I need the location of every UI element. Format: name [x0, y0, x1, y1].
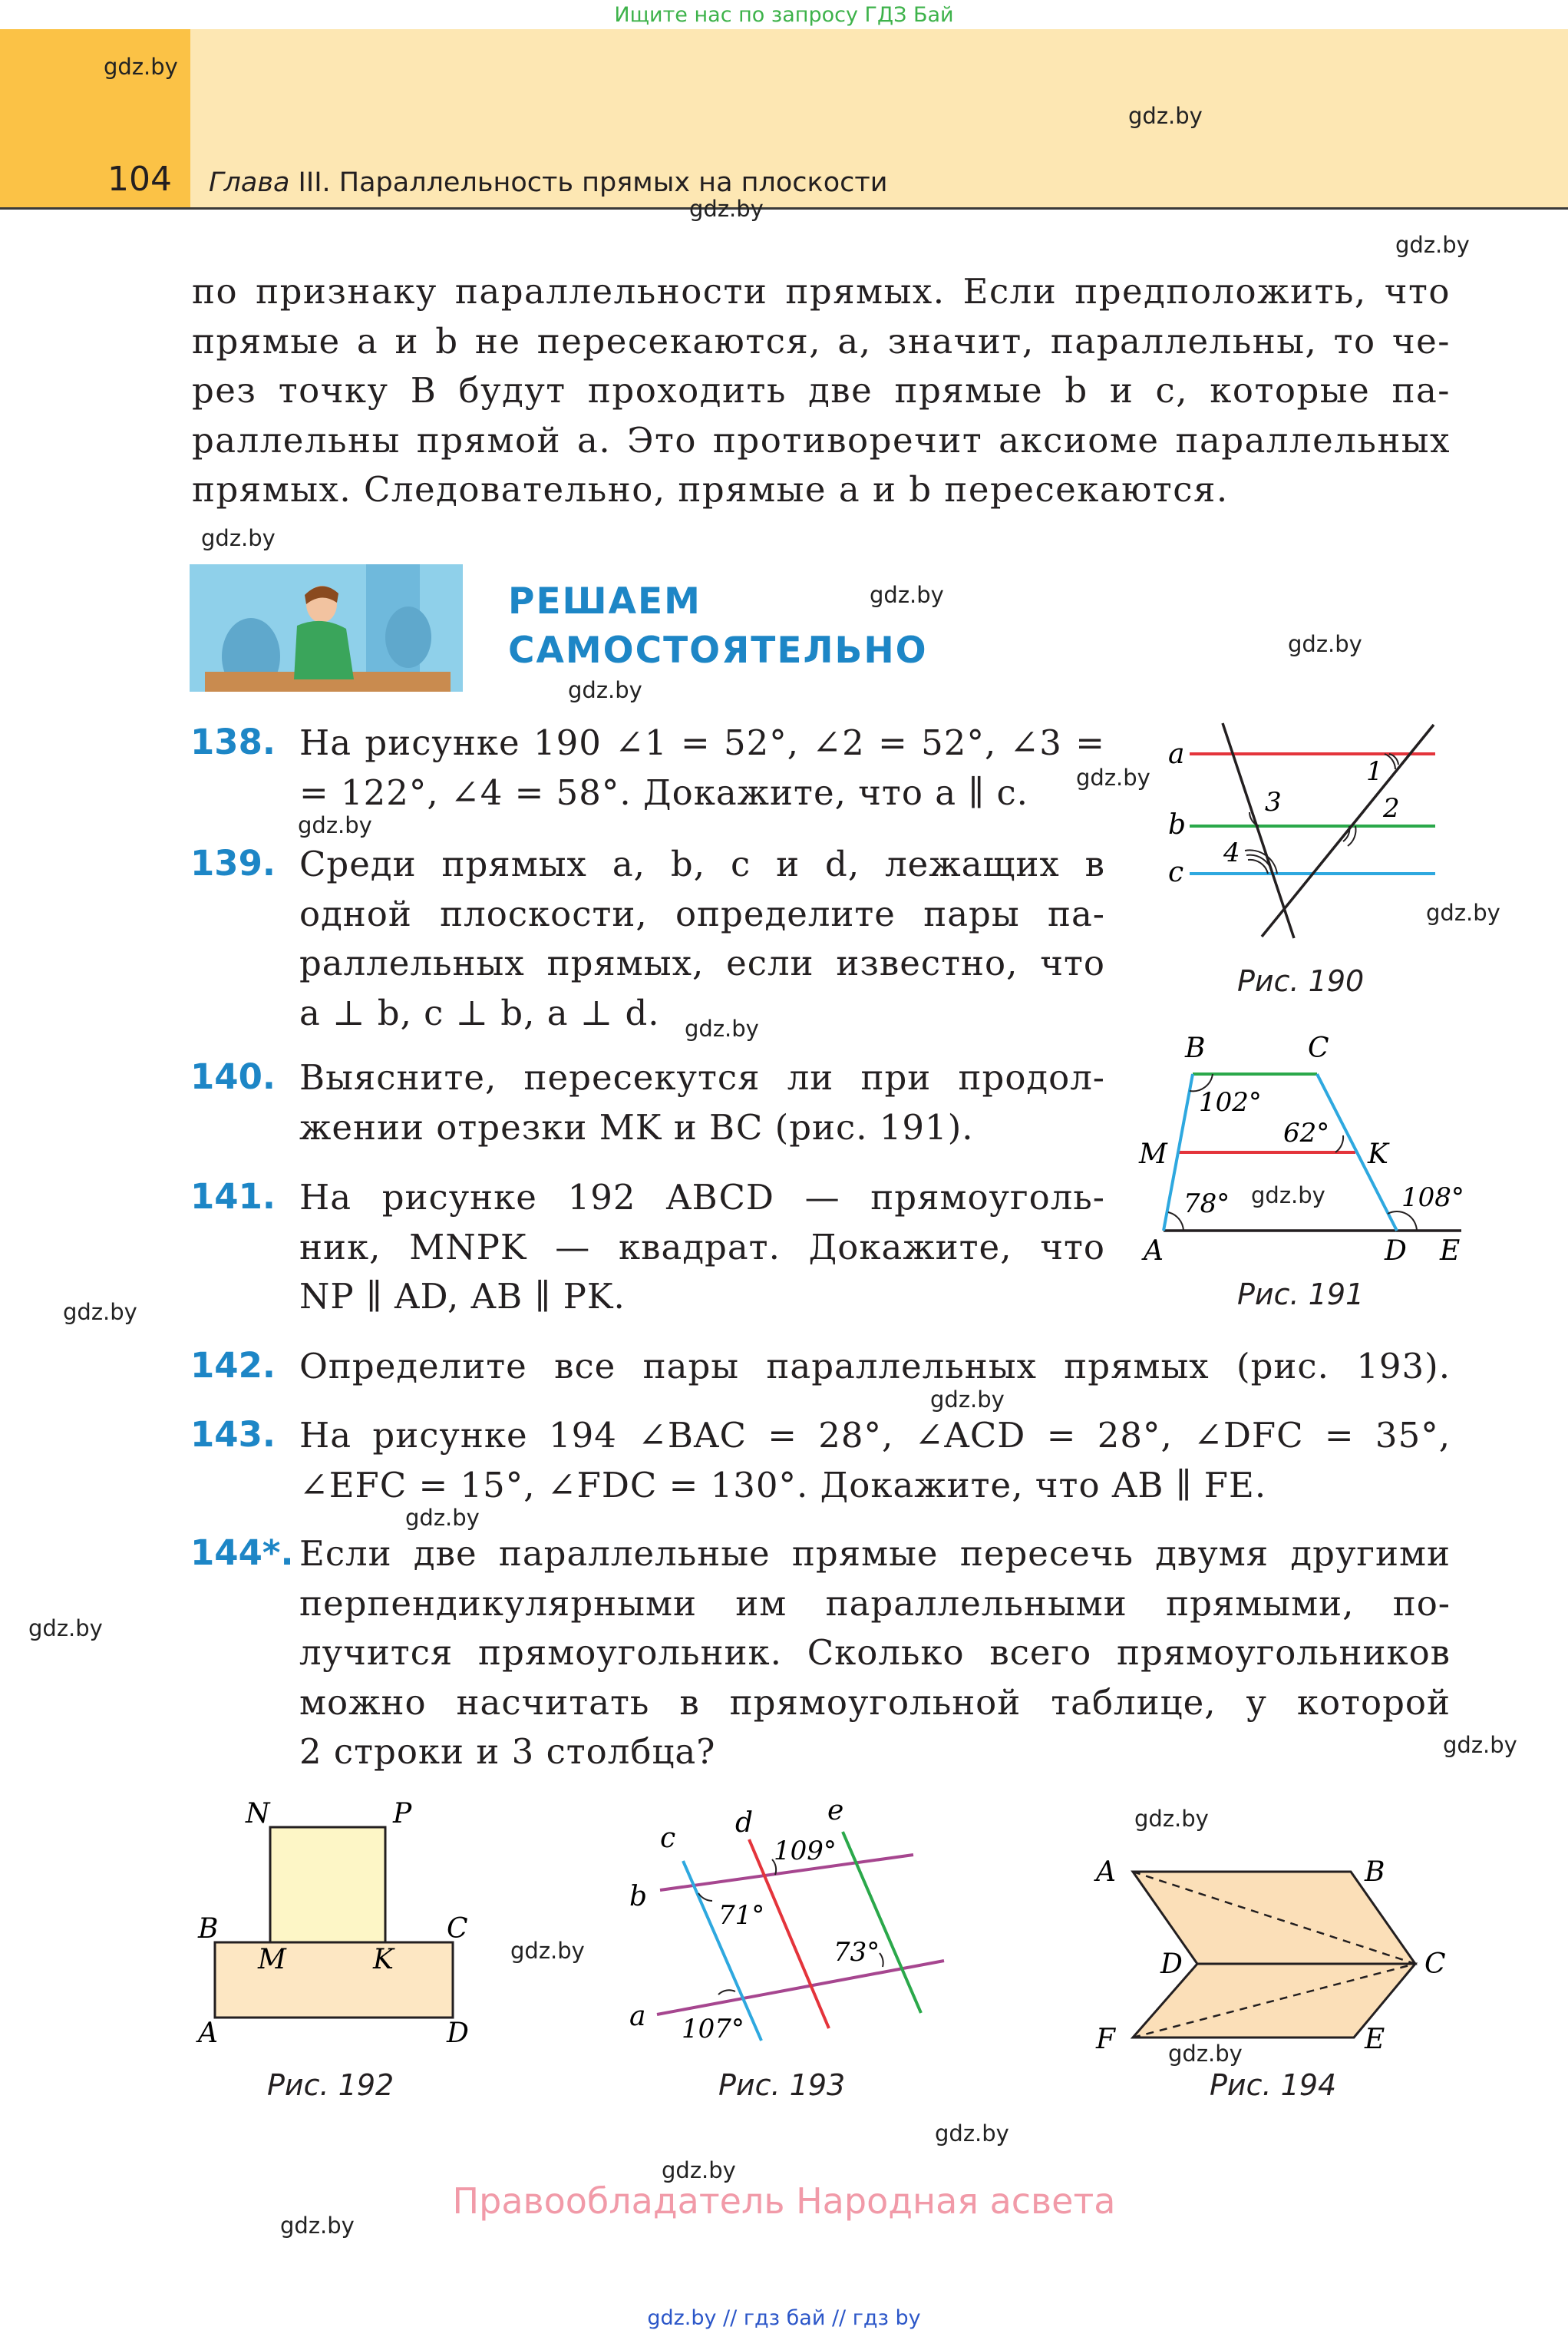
label-K: K: [373, 1944, 394, 1975]
label-A: A: [1144, 1235, 1164, 1267]
figure-191: [1128, 1033, 1489, 1271]
banner-illustration: [190, 564, 463, 692]
intro-paragraph: [192, 267, 1451, 515]
task-line: Определите все пары параллельных прямых (рис. 193).: [299, 1346, 1451, 1386]
task-line: NP ∥ AD, AB ∥ PK.: [299, 1276, 626, 1317]
task-line: Среди прямых a, b, c и d, лежащих в: [299, 844, 1105, 884]
chapter-rest: III. Параллельность прямых на плоскости: [298, 167, 888, 198]
banner-title-line: САМОСТОЯТЕЛЬНО: [508, 630, 928, 672]
label-D: D: [447, 2018, 469, 2049]
label-A: A: [1096, 1856, 1116, 1888]
intro-line: рез точку B будут проходить две прямые b и c, которые па-: [192, 370, 1451, 411]
intro-line: прямых. Следовательно, прямые a и b пересекаются.: [192, 469, 1229, 510]
angle-109: 109°: [774, 1836, 837, 1866]
chapter-word: Глава: [209, 167, 290, 198]
task-line: раллельных прямых, если известно, что: [299, 943, 1105, 983]
label-c: c: [660, 1823, 676, 1854]
task-line: перпендикулярными им параллельными прямыми, по-: [299, 1582, 1451, 1624]
figure-caption: Рис. 190: [1237, 964, 1365, 998]
task-line: можно насчитать в прямоугольной таблице, у которой: [299, 1681, 1451, 1723]
angle-arc: [1168, 1212, 1183, 1231]
task-number: 144*.: [190, 1532, 294, 1573]
task-line: жении отрезки MK и BC (рис. 191).: [299, 1106, 974, 1148]
task-line: лучится прямоугольник. Сколько всего прямоугольников: [299, 1632, 1451, 1673]
watermark: gdz.by: [662, 2157, 736, 2183]
watermark: gdz.by: [1251, 1182, 1325, 1208]
task-line: одной плоскости, определите пары па-: [299, 893, 1105, 934]
copyright-note: Правообладатель Народная асвета: [452, 2180, 1116, 2222]
watermark: gdz.by: [510, 1938, 585, 1964]
task-line: Выясните, пересекутся ли при продол-: [299, 1057, 1105, 1098]
label-e: e: [827, 1796, 844, 1826]
figure-caption: Рис. 191: [1237, 1277, 1365, 1311]
label-b: b: [1168, 809, 1187, 841]
top-note: Ищите нас по запросу ГДЗ Бай: [614, 3, 954, 27]
figure-192: [192, 1796, 499, 2057]
watermark: gdz.by: [28, 1615, 103, 1641]
watermark: gdz.by: [1128, 103, 1203, 129]
label-2: 2: [1383, 793, 1400, 824]
watermark: gdz.by: [104, 54, 178, 80]
task-line: ∠EFC = 15°, ∠FDC = 130°. Докажите, что AB ∥ FE.: [299, 1464, 1267, 1505]
intro-line: прямые a и b не пересекаются, а, значит, параллельны, то че-: [192, 320, 1451, 362]
watermark: gdz.by: [63, 1299, 137, 1325]
angle-108: 108°: [1401, 1182, 1464, 1213]
task-139: [299, 840, 1105, 1038]
label-M: M: [1139, 1139, 1167, 1170]
label-P: P: [393, 1798, 412, 1829]
label-N: N: [246, 1798, 270, 1829]
angle-arc: [718, 1990, 735, 1995]
label-C: C: [1424, 1948, 1446, 1980]
figure-193: [614, 1796, 967, 2050]
task-line: ник, MNPK — квадрат. Докажите, что: [299, 1226, 1105, 1268]
watermark: gdz.by: [870, 582, 944, 608]
square-mnpk: [270, 1827, 385, 1942]
angle-102: 102°: [1199, 1087, 1262, 1118]
watermark: gdz.by: [568, 677, 642, 703]
label-3: 3: [1265, 787, 1282, 818]
task-140: [299, 1053, 1105, 1152]
intro-line: по признаку параллельности прямых. Если предположить, что: [192, 271, 1451, 312]
label-c: c: [1168, 857, 1184, 888]
header-rule: [0, 207, 1568, 210]
angle-73: 73°: [834, 1937, 880, 1968]
task-number: 140.: [190, 1056, 276, 1097]
label-M: M: [258, 1944, 286, 1975]
label-B: B: [1365, 1856, 1385, 1888]
label-a: a: [1168, 739, 1185, 770]
watermark: gdz.by: [1168, 2041, 1243, 2067]
transversal-2: [1262, 725, 1434, 937]
angle-arc: [880, 1953, 883, 1967]
figure-194: [1074, 1843, 1474, 2057]
angle-71: 71°: [718, 1900, 765, 1931]
watermark: gdz.by: [930, 1386, 1005, 1413]
task-line: 2 строки и 3 столбца?: [299, 1731, 716, 1772]
label-E: E: [1440, 1235, 1461, 1267]
angle-arc: [1248, 860, 1268, 874]
label-B: B: [198, 1913, 219, 1945]
label-E: E: [1365, 2024, 1385, 2055]
watermark: gdz.by: [1288, 631, 1362, 657]
watermark: gdz.by: [405, 1505, 480, 1531]
figure-190: [1151, 714, 1520, 944]
task-142: [299, 1342, 1451, 1392]
task-line: Если две параллельные прямые пересечь двумя другими: [299, 1533, 1451, 1574]
task-line: На рисунке 190 ∠1 = 52°, ∠2 = 52°, ∠3 =: [299, 722, 1105, 763]
watermark: gdz.by: [1443, 1732, 1517, 1758]
label-D: D: [1385, 1235, 1407, 1267]
label-D: D: [1160, 1948, 1183, 1980]
watermark: gdz.by: [298, 812, 372, 838]
chapter-title: [209, 167, 887, 198]
label-F: F: [1096, 2024, 1115, 2055]
task-138: [299, 719, 1105, 818]
watermark: gdz.by: [1395, 232, 1470, 258]
label-a: a: [629, 2001, 646, 2032]
label-A: A: [198, 2018, 218, 2049]
angle-arc: [1335, 1135, 1343, 1152]
task-number: 142.: [190, 1345, 276, 1386]
figure-caption: Рис. 192: [267, 2068, 394, 2102]
task-number: 143.: [190, 1414, 276, 1455]
task-line: На рисунке 192 ABCD — прямоуголь-: [299, 1177, 1105, 1218]
watermark: gdz.by: [689, 196, 764, 222]
rectangle-abcd: [215, 1942, 453, 2018]
watermark: gdz.by: [201, 525, 276, 551]
label-d: d: [735, 1807, 754, 1839]
task-line: = 122°, ∠4 = 58°. Докажите, что a ∥ c.: [299, 772, 1028, 813]
task-number: 138.: [190, 722, 276, 762]
label-K: K: [1368, 1139, 1388, 1170]
angle-107: 107°: [682, 2014, 744, 2044]
angle-62: 62°: [1283, 1118, 1330, 1149]
intro-line: раллельны прямой a. Это противоречит аксиоме параллельных: [192, 419, 1451, 461]
watermark: gdz.by: [685, 1016, 759, 1042]
bottom-note: gdz.by // гдз бай // гдз by: [647, 2306, 921, 2330]
watermark: gdz.by: [1134, 1806, 1209, 1832]
banner-title-line: РЕШАЕМ: [508, 580, 701, 623]
label-C: C: [447, 1913, 468, 1945]
angle-78: 78°: [1183, 1188, 1230, 1219]
watermark: gdz.by: [1426, 900, 1500, 926]
figure-caption: Рис. 193: [718, 2068, 846, 2102]
page-number: 104: [107, 160, 172, 199]
label-b: b: [629, 1881, 648, 1912]
banner-title: [508, 577, 928, 676]
label-4: 4: [1223, 838, 1240, 868]
label-1: 1: [1366, 756, 1383, 787]
task-line: a ⊥ b, c ⊥ b, a ⊥ d.: [299, 992, 660, 1033]
task-141: [299, 1173, 1105, 1322]
task-143: [299, 1411, 1451, 1510]
watermark: gdz.by: [1076, 765, 1150, 791]
task-144: [299, 1529, 1451, 1777]
watermark: gdz.by: [280, 2213, 355, 2239]
task-line: На рисунке 194 ∠BAC = 28°, ∠ACD = 28°, ∠DFC = 35°,: [299, 1415, 1451, 1456]
label-B: B: [1185, 1033, 1206, 1064]
label-C: C: [1308, 1033, 1329, 1064]
watermark: gdz.by: [935, 2120, 1009, 2147]
task-number: 141.: [190, 1176, 276, 1217]
task-number: 139.: [190, 843, 276, 884]
figure-caption: Рис. 194: [1210, 2068, 1337, 2102]
